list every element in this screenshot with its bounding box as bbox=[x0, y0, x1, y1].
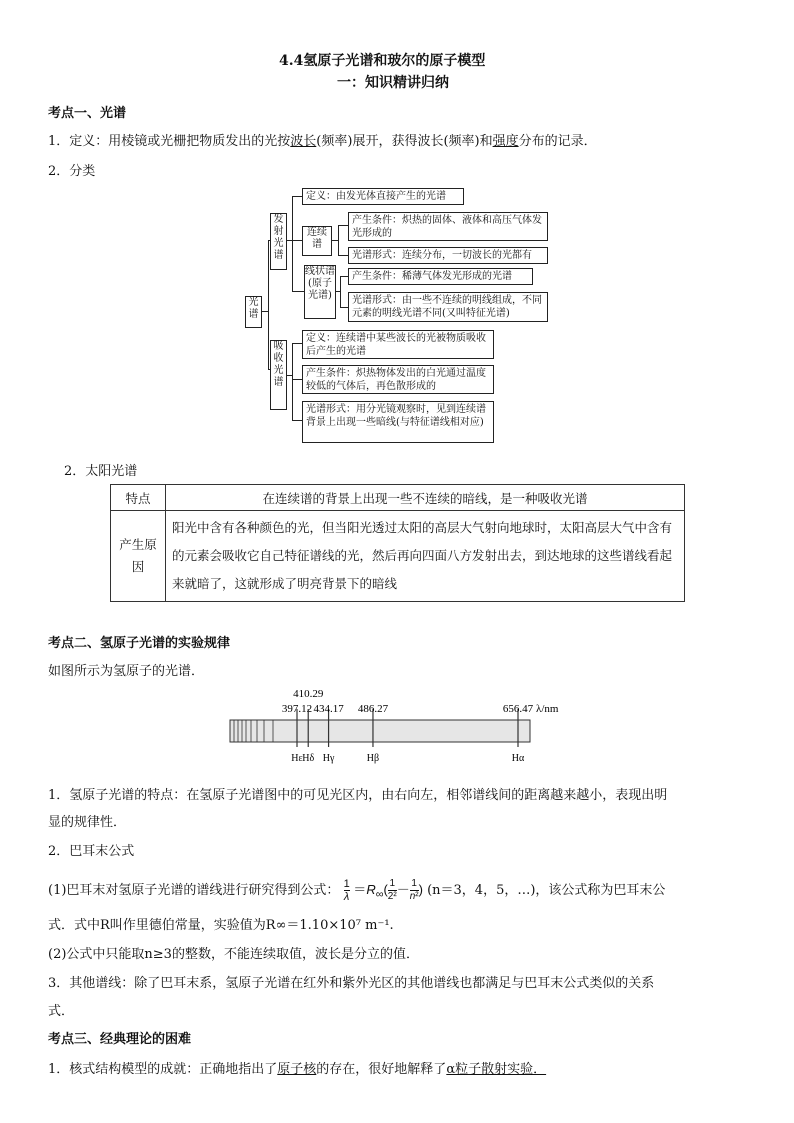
spectrum-line-name: Hε bbox=[291, 753, 303, 764]
spectrum-line-name: Hγ bbox=[322, 753, 335, 764]
tree-root: 光谱 bbox=[245, 296, 262, 328]
tree-continuous: 连续谱 bbox=[302, 226, 332, 256]
spectrum-bar bbox=[230, 720, 530, 742]
tree-continuous-condition: 产生条件：炽热的固体、液体和高压气体发光形成的 bbox=[348, 212, 548, 241]
tree-absorption-condition: 产生条件：炽热物体发出的白光通过温度较低的气体后，再色散形成的 bbox=[302, 365, 494, 394]
section2-p1b: 显的规律性． bbox=[48, 815, 127, 830]
spectrum-wavelength-label: 486.27 bbox=[357, 703, 389, 715]
tree-line-condition: 产生条件：稀薄气体发光形成的光谱 bbox=[348, 268, 533, 285]
spectrum-line-name: Hα bbox=[511, 753, 525, 764]
section2-p3: (1)巴耳末对氢原子光谱的谱线进行研究得到公式： $\frac{1}{\lambda}$ $=R_\infty$( $\frac{1}{\text{2²}}$ － $\frac{1}{\text{n²}}$ ) (n＝3，4，5，…)，该公式称为巴耳末公 bbox=[48, 878, 666, 903]
section2-p3b: 式．式中R叫作里德伯常量，实验值为R∞＝1.10×10⁷ m⁻¹. bbox=[48, 918, 394, 933]
tree-line-form: 光谱形式：由一些不连续的明线组成，不同元素的明线光谱不同(又叫特征光谱) bbox=[348, 292, 548, 322]
table-row1-body: 在连续谱的背景上出现一些不连续的暗线，是一种吸收光谱 bbox=[166, 485, 685, 511]
section1-item1: 1．定义：用棱镜或光栅把物质发出的光按波长(频率)展开，获得波长(频率)和强度分布的记录． bbox=[48, 134, 597, 149]
section2-p2: 2．巴耳末公式 bbox=[48, 844, 135, 859]
spectrum-unit-label: λ/nm bbox=[536, 703, 559, 715]
section2-heading: 考点二、氢原子光谱的实验规律 bbox=[48, 636, 231, 651]
tree-emission: 发射光谱 bbox=[270, 213, 287, 270]
tree-line-spectrum: 线状谱(原子光谱) bbox=[304, 265, 336, 319]
spectrum-line-name: Hβ bbox=[366, 753, 380, 764]
section1-heading: 考点一、光谱 bbox=[48, 106, 127, 121]
section2-p5a: 3．其他谱线：除了巴耳末系，氢原子光谱在红外和紫外光区的其他谱线也都满足与巴耳末公式类似的关系 bbox=[48, 976, 655, 991]
table-row2-body: 阳光中含有各种颜色的光，但当阳光透过太阳的高层大气射向地球时，太阳高层大气中含有的元素会吸收它自己特征谱线的光，然后再向四面八方发射出去，到达地球的这些谱线看起来就暗了，这就形成了明亮背景下的暗线 bbox=[166, 511, 685, 602]
spectrum-wavelength-label: 656.47 bbox=[502, 703, 534, 715]
tree-absorption-definition: 定义：连续谱中某些波长的光被物质吸收后产生的光谱 bbox=[302, 330, 494, 359]
tree-absorption-form: 光谱形式：用分光镜观察时，见到连续谱背景上出现一些暗线(与特征谱线相对应) bbox=[302, 401, 494, 443]
page-subtitle: 一：知识精讲归纳 bbox=[337, 75, 449, 91]
section1-item3: 2．太阳光谱 bbox=[64, 464, 138, 479]
section2-p5b: 式． bbox=[48, 1004, 75, 1019]
spectrum-wavelength-label: 410.29 bbox=[293, 688, 324, 700]
tree-continuous-form: 光谱形式：连续分布，一切波长的光都有 bbox=[348, 247, 548, 264]
section1-item2: 2．分类 bbox=[48, 164, 96, 179]
spectrum-wavelength-label: 434.17 bbox=[313, 703, 344, 715]
table-row2-head: 产生原因 bbox=[111, 511, 166, 602]
section2-p4: (2)公式中只能取n≥3的整数，不能连续取值，波长是分立的值． bbox=[48, 947, 419, 962]
tree-absorption: 吸收光谱 bbox=[270, 340, 287, 410]
section2-intro: 如图所示为氢原子的光谱． bbox=[48, 664, 205, 679]
section3-heading: 考点三、经典理论的困难 bbox=[48, 1032, 192, 1047]
section3-p1: 1．核式结构模型的成就：正确地指出了原子核的存在，很好地解释了α粒子散射实验． bbox=[48, 1062, 547, 1077]
section2-p1a: 1．氢原子光谱的特点：在氢原子光谱图中的可见光区内，由右向左，相邻谱线间的距离越来越小，表现出明 bbox=[48, 788, 668, 803]
tree-emission-definition: 定义：由发光体直接产生的光谱 bbox=[302, 188, 464, 205]
solar-spectrum-table bbox=[110, 484, 685, 602]
table-row1-head: 特点 bbox=[111, 485, 166, 511]
spectrum-wavelength-label: 397.12 bbox=[281, 703, 313, 715]
page-title: 4.4氢原子光谱和玻尔的原子模型 bbox=[279, 53, 486, 69]
hydrogen-spectrum-figure bbox=[220, 685, 580, 767]
balmer-formula: $\frac{1}{\lambda}$ $=R_\infty$( $\frac{1}{\text{2²}}$ － $\frac{1}{\text{n²}}$ ) bbox=[343, 878, 423, 903]
spectrum-line-name: Hδ bbox=[302, 753, 315, 764]
